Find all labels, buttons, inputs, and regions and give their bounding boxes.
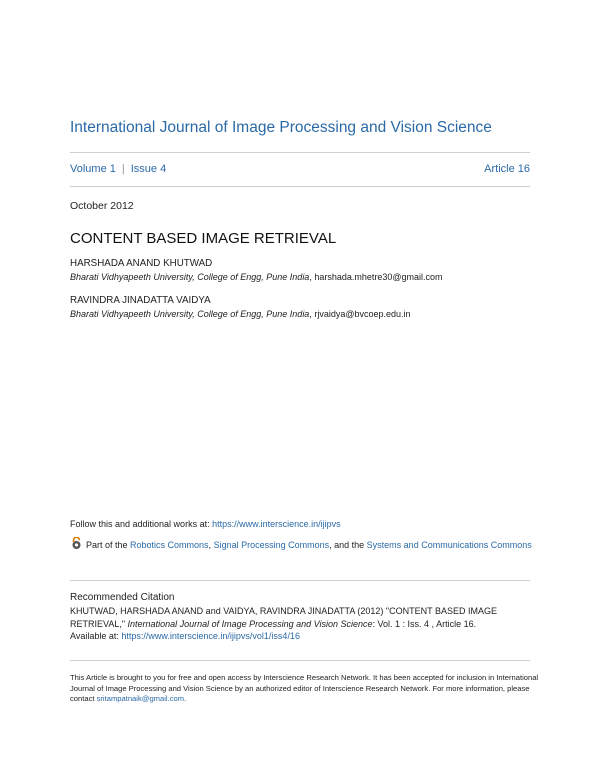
divider-footer — [70, 660, 530, 661]
journal-title[interactable]: International Journal of Image Processing and Vision Science — [70, 119, 492, 136]
follow-link[interactable]: https://www.interscience.in/ijipvs — [212, 519, 341, 529]
author-block — [70, 258, 443, 282]
citation-volume: : Vol. 1 : Iss. 4 , Article 16. — [372, 618, 477, 629]
footer-end: . — [184, 694, 187, 704]
meta-separator: | — [121, 163, 125, 175]
citation-link[interactable]: https://www.interscience.in/ijipvs/vol1/iss4/16 — [121, 631, 300, 641]
part-of-line — [70, 537, 540, 553]
footer-note — [70, 673, 540, 705]
follow-line — [70, 519, 341, 529]
article-link[interactable]: Article 16 — [484, 163, 530, 175]
affiliation-text: Bharati Vidhyapeeth University, College of Engg, Pune India — [70, 272, 310, 282]
issue-meta-row — [70, 163, 530, 175]
publication-date: October 2012 — [70, 200, 134, 212]
citation-journal: International Journal of Image Processing and Vision Science — [127, 618, 373, 629]
contact-email-link[interactable]: sritampatnaik@gmail.com — [96, 694, 185, 704]
part-of-prefix: Part of the — [86, 540, 131, 550]
author-name: HARSHADA ANAND KHUTWAD — [70, 258, 213, 269]
citation-authors: KHUTWAD, HARSHADA ANAND and VAIDYA, RAVINDRA JINADATTA (2012) "CONTENT BASED IMAGE RETRIEVAL," — [70, 606, 497, 629]
author-email: , harshada.mhetre30@gmail.com — [309, 272, 443, 282]
signal-processing-commons-link[interactable]: Signal Processing Commons — [213, 540, 330, 550]
author-affiliation — [70, 272, 443, 282]
part-of-sep: , and the — [329, 540, 367, 550]
volume-link[interactable]: Volume 1 — [70, 163, 116, 175]
author-block — [70, 295, 411, 319]
affiliation-text: Bharati Vidhyapeeth University, College of Engg, Pune India — [70, 309, 310, 319]
issue-link[interactable]: Issue 4 — [130, 163, 167, 175]
part-of-sep: , — [208, 540, 214, 550]
author-email: , rjvaidya@bvcoep.edu.in — [309, 309, 411, 319]
citation-text — [70, 605, 540, 643]
divider-bottom — [70, 186, 530, 187]
available-at-label: Available at: — [70, 631, 122, 641]
follow-text: Follow this and additional works at: — [70, 519, 213, 529]
author-affiliation — [70, 309, 411, 319]
open-access-icon — [70, 537, 83, 550]
divider-citation — [70, 580, 530, 581]
recommended-citation-heading: Recommended Citation — [70, 592, 175, 603]
footer-text: This Article is brought to you for free and open access by Interscience Research Network. It has been accepted for inclusion in International Journal of Image Processing and Vision Science by an authorized editor of Interscience Research Network. For more information, please contact — [70, 673, 539, 704]
systems-communications-commons-link[interactable]: Systems and Communications Commons — [366, 540, 532, 550]
divider-top — [70, 152, 530, 153]
robotics-commons-link[interactable]: Robotics Commons — [130, 540, 209, 550]
paper-title: CONTENT BASED IMAGE RETRIEVAL — [70, 230, 337, 247]
author-name: RAVINDRA JINADATTA VAIDYA — [70, 295, 211, 306]
